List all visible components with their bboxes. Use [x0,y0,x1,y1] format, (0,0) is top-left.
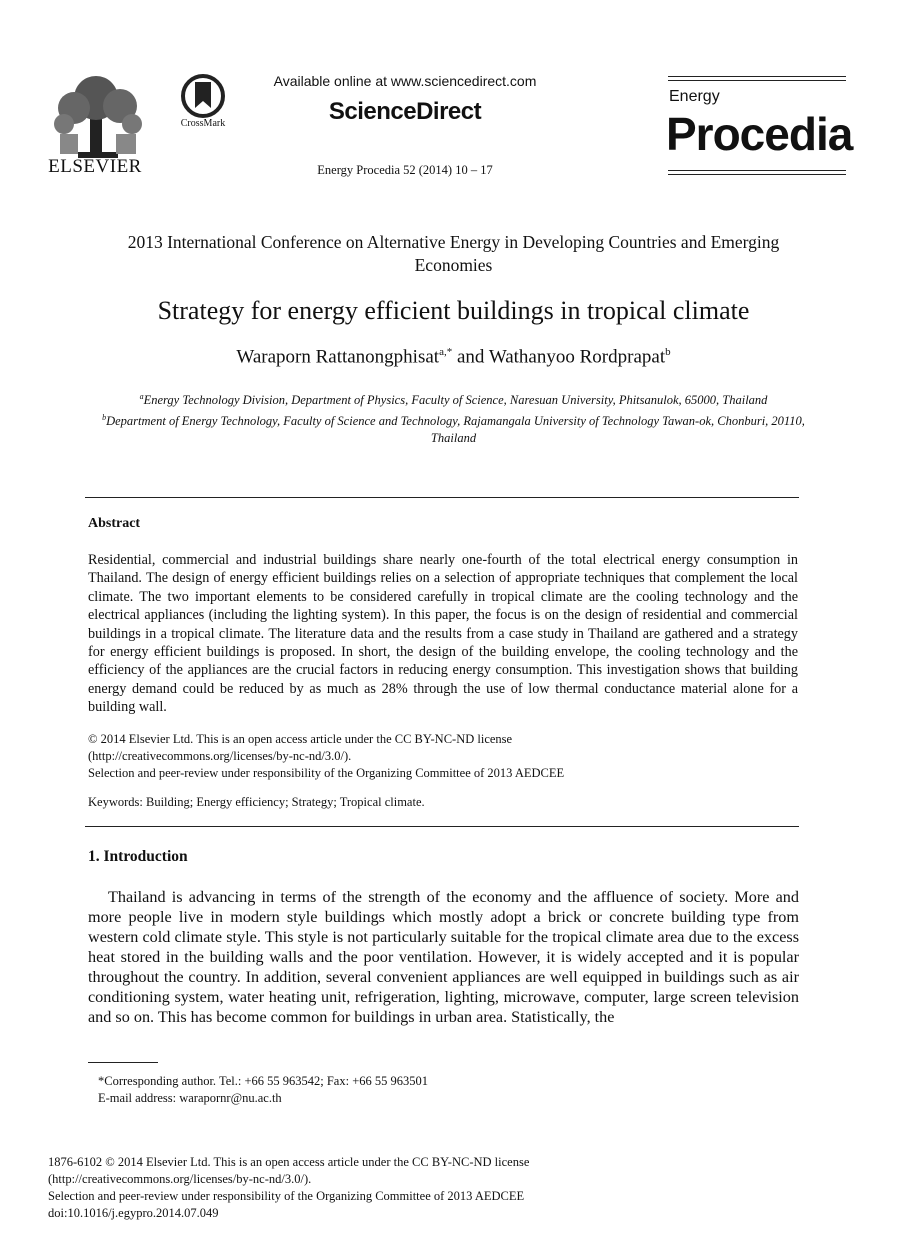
journal-logo-procedia: Procedia [666,108,853,160]
footnote-rule [88,1062,158,1063]
footer-peer-review: Selection and peer-review under responsibility of the Organizing Committee of 2013 AEDCEE [48,1189,525,1203]
license-link[interactable]: (http://creativecommons.org/licenses/by-nc-nd/3.0/). [88,749,352,763]
author-2: Wathanyoo Rordprapat [488,346,666,368]
crossmark-label: CrossMark [180,118,226,129]
affil-b-marker: b [102,413,107,423]
authors [60,346,847,368]
journal-logo-energy: Energy [669,88,720,105]
corresponding-author: *Corresponding author. Tel.: +66 55 963542; Fax: +66 55 963501 [98,1074,428,1088]
intro-paragraph: Thailand is advancing in terms of the strength of the economy and the affluence of society. More and more people live in modern style buildings which mostly adopt a brick or concrete building type from western cold climate style. This style is not particularly suitable for the tropical climate area due to the excess heat stored in the building walls and the poor ventilation. However, it is widely accepted and it is popular throughout the country. In addition, several convenient appliances are well equipped in buildings such as air conditioning system, water heating unit, refrigeration, lighting, microwave, computer, large screen television and so on. This has become common for buildings in urban area. Statistically, the [88,888,799,1026]
author-1-affil: a,* [439,346,453,358]
author-1: Waraporn Rattanongphisat [236,346,440,368]
abstract-bottom-rule [85,826,799,827]
page-footer [48,1154,808,1222]
introduction-text [88,887,799,1027]
journal-logo-rule-top [668,76,846,81]
conference-name: 2013 International Conference on Alternative Energy in Developing Countries and Emerging Economies [127,232,780,275]
peer-review-line: Selection and peer-review under responsibility of the Organizing Committee of 2013 AEDCEE [88,766,565,780]
sciencedirect-logo: ScienceDirect [328,98,482,125]
abstract-heading: Abstract [88,516,141,531]
abstract-body: Residential, commercial and industrial buildings share nearly one-fourth of the total electrical energy consumption in Thailand. The design of energy efficient buildings relies on a selection of appropriate techniques that complement the local climate. The two important elements to be considered carefully in tropical climate are the cooling technology and the electrical appliances (including the lighting system). In this paper, the focus is on the design of residential and commercial buildings in a tropical climate. The literature data and the results from a case study in Thailand are gathered and a strategy for energy efficient buildings is proposed. In short, the design of the building envelope, the cooling technology and the efficiency of the appliances are the crucial factors in reducing energy consumption. This investigation shows that building energy demand could be reduced by as much as 28% through the use of low thermal conductance material alone for a building wall. [88,552,798,716]
paper-title: Strategy for energy efficient buildings in tropical climate [157,296,750,325]
footer-doi[interactable]: doi:10.1016/j.egypro.2014.07.049 [48,1206,219,1220]
footnotes [98,1073,798,1107]
available-online: Available online at www.sciencedirect.com [273,73,537,89]
author-join: and [452,346,489,368]
footer-issn-license: 1876-6102 © 2014 Elsevier Ltd. This is an open access article under the CC BY-NC-ND license [48,1155,530,1169]
journal-logo-rule-bottom [668,170,846,175]
section-heading-introduction: 1. Introduction [88,848,188,865]
affil-a-marker: a [139,392,144,401]
license-block [88,731,798,782]
author-2-affil: b [665,346,671,358]
publisher-name: ELSEVIER [48,156,142,177]
license-line-1: © 2014 Elsevier Ltd. This is an open access article under the CC BY-NC-ND license [88,732,513,746]
abstract-top-rule [85,497,799,498]
journal-reference: Energy Procedia 52 (2014) 10 – 17 [317,163,493,177]
footer-license-link[interactable]: (http://creativecommons.org/licenses/by-nc-nd/3.0/). [48,1172,312,1186]
affiliations [90,388,817,447]
email-address[interactable]: E-mail address: warapornr@nu.ac.th [98,1091,282,1105]
keywords: Keywords: Building; Energy efficiency; Strategy; Tropical climate. [88,795,425,809]
affil-b: Department of Energy Technology, Faculty of Science and Technology, Rajamangala University of Technology Tawan-ok, Chonburi, 20110, Thailand [106,414,805,446]
affil-a: Energy Technology Division, Department of Physics, Faculty of Science, Naresuan University, Phitsanulok, 65000, Thailand [143,393,768,408]
